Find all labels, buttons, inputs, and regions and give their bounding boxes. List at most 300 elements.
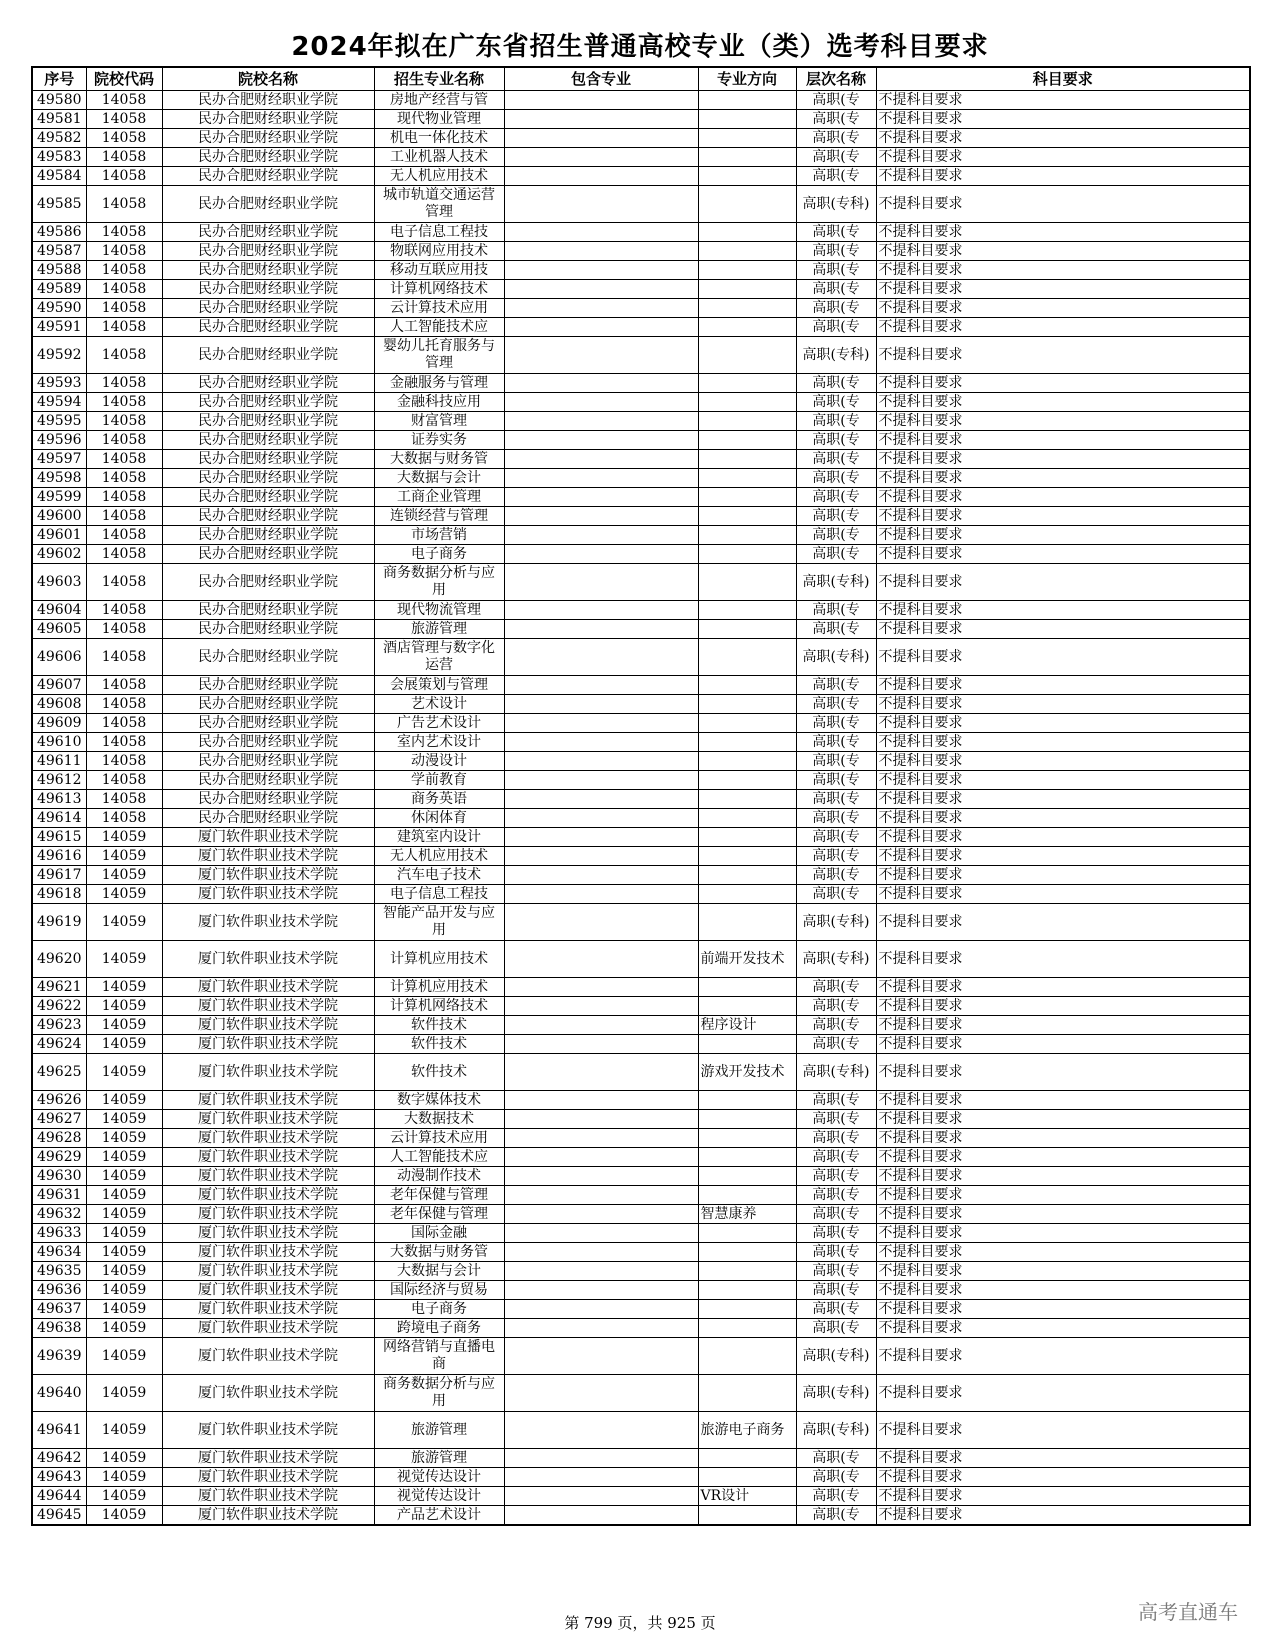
cell-major-name: 无人机应用技术	[374, 167, 504, 186]
cell-level: 高职(专	[796, 412, 876, 431]
cell-subject-requirement: 不提科目要求	[876, 280, 1250, 299]
cell-subject-requirement: 不提科目要求	[876, 1300, 1250, 1319]
cell-school-code: 14059	[86, 866, 162, 885]
cell-school-name: 民办合肥财经职业学院	[162, 280, 374, 299]
cell-level: 高职(专科)	[796, 1054, 876, 1091]
cell-included-majors	[504, 1224, 698, 1243]
cell-included-majors	[504, 885, 698, 904]
table-row	[32, 1167, 1250, 1186]
cell-major-name: 人工智能技术应	[374, 1148, 504, 1167]
cell-school-code: 14059	[86, 997, 162, 1016]
table-row	[32, 1319, 1250, 1338]
cell-included-majors	[504, 639, 698, 676]
cell-subject-requirement: 不提科目要求	[876, 752, 1250, 771]
cell-school-code: 14058	[86, 337, 162, 374]
cell-major-direction	[698, 431, 796, 450]
cell-major-direction	[698, 1449, 796, 1468]
cell-subject-requirement: 不提科目要求	[876, 1167, 1250, 1186]
cell-major-name: 旅游管理	[374, 620, 504, 639]
table-row	[32, 148, 1250, 167]
cell-major-name: 艺术设计	[374, 695, 504, 714]
cell-major-name: 电子商务	[374, 1300, 504, 1319]
cell-subject-requirement: 不提科目要求	[876, 148, 1250, 167]
cell-level: 高职(专	[796, 1319, 876, 1338]
cell-school-code: 14058	[86, 620, 162, 639]
cell-school-name: 民办合肥财经职业学院	[162, 488, 374, 507]
cell-included-majors	[504, 223, 698, 242]
cell-school-code: 14059	[86, 1016, 162, 1035]
cell-level: 高职(专	[796, 1035, 876, 1054]
cell-school-name: 厦门软件职业技术学院	[162, 1167, 374, 1186]
cell-major-direction	[698, 809, 796, 828]
cell-level: 高职(专	[796, 771, 876, 790]
cell-seq: 49615	[32, 828, 86, 847]
cell-included-majors	[504, 507, 698, 526]
table-row	[32, 412, 1250, 431]
cell-school-code: 14059	[86, 941, 162, 978]
table-row	[32, 261, 1250, 280]
cell-subject-requirement: 不提科目要求	[876, 1375, 1250, 1412]
table-row	[32, 733, 1250, 752]
cell-included-majors	[504, 110, 698, 129]
cell-seq: 49601	[32, 526, 86, 545]
cell-major-name: 动漫设计	[374, 752, 504, 771]
cell-level: 高职(专	[796, 978, 876, 997]
cell-major-direction	[698, 223, 796, 242]
cell-seq: 49591	[32, 318, 86, 337]
cell-seq: 49598	[32, 469, 86, 488]
cell-seq: 49600	[32, 507, 86, 526]
cell-seq: 49609	[32, 714, 86, 733]
cell-level: 高职(专	[796, 526, 876, 545]
cell-school-code: 14059	[86, 1338, 162, 1375]
cell-level: 高职(专	[796, 223, 876, 242]
cell-seq: 49641	[32, 1412, 86, 1449]
cell-level: 高职(专科)	[796, 904, 876, 941]
cell-included-majors	[504, 978, 698, 997]
cell-level: 高职(专	[796, 1129, 876, 1148]
cell-major-name: 财富管理	[374, 412, 504, 431]
cell-level: 高职(专科)	[796, 564, 876, 601]
table-row	[32, 1468, 1250, 1487]
cell-included-majors	[504, 752, 698, 771]
cell-seq: 49616	[32, 847, 86, 866]
cell-level: 高职(专科)	[796, 337, 876, 374]
cell-major-name: 建筑室内设计	[374, 828, 504, 847]
cell-level: 高职(专	[796, 299, 876, 318]
cell-school-code: 14058	[86, 450, 162, 469]
cell-major-direction	[698, 885, 796, 904]
cell-school-code: 14058	[86, 790, 162, 809]
table-row	[32, 1091, 1250, 1110]
table-row	[32, 223, 1250, 242]
cell-school-code: 14058	[86, 488, 162, 507]
cell-major-direction	[698, 733, 796, 752]
cell-major-direction	[698, 620, 796, 639]
cell-seq: 49583	[32, 148, 86, 167]
cell-school-name: 民办合肥财经职业学院	[162, 733, 374, 752]
cell-school-name: 民办合肥财经职业学院	[162, 771, 374, 790]
cell-school-name: 厦门软件职业技术学院	[162, 1412, 374, 1449]
header-major-name: 招生专业名称	[374, 67, 504, 91]
cell-included-majors	[504, 1262, 698, 1281]
cell-seq: 49618	[32, 885, 86, 904]
cell-major-name: 数字媒体技术	[374, 1091, 504, 1110]
cell-level: 高职(专科)	[796, 186, 876, 223]
cell-seq: 49589	[32, 280, 86, 299]
cell-subject-requirement: 不提科目要求	[876, 1487, 1250, 1506]
cell-seq: 49595	[32, 412, 86, 431]
table-row	[32, 904, 1250, 941]
cell-seq: 49592	[32, 337, 86, 374]
cell-major-name: 视觉传达设计	[374, 1487, 504, 1506]
cell-school-name: 厦门软件职业技术学院	[162, 1449, 374, 1468]
cell-included-majors	[504, 148, 698, 167]
table-header-row	[32, 67, 1250, 91]
cell-major-name: 物联网应用技术	[374, 242, 504, 261]
cell-school-name: 厦门软件职业技术学院	[162, 1054, 374, 1091]
cell-seq: 49637	[32, 1300, 86, 1319]
cell-seq: 49644	[32, 1487, 86, 1506]
cell-school-name: 厦门软件职业技术学院	[162, 1338, 374, 1375]
cell-level: 高职(专	[796, 469, 876, 488]
cell-school-name: 厦门软件职业技术学院	[162, 885, 374, 904]
table-row	[32, 564, 1250, 601]
cell-level: 高职(专	[796, 545, 876, 564]
cell-major-direction	[698, 91, 796, 110]
cell-seq: 49602	[32, 545, 86, 564]
table-row	[32, 601, 1250, 620]
cell-school-name: 厦门软件职业技术学院	[162, 1148, 374, 1167]
header-seq: 序号	[32, 67, 86, 91]
cell-subject-requirement: 不提科目要求	[876, 545, 1250, 564]
cell-major-direction	[698, 374, 796, 393]
cell-major-name: 软件技术	[374, 1035, 504, 1054]
cell-school-name: 民办合肥财经职业学院	[162, 564, 374, 601]
cell-school-code: 14058	[86, 148, 162, 167]
cell-subject-requirement: 不提科目要求	[876, 639, 1250, 676]
cell-level: 高职(专科)	[796, 1338, 876, 1375]
cell-school-name: 厦门软件职业技术学院	[162, 866, 374, 885]
cell-school-code: 14058	[86, 412, 162, 431]
cell-major-name: 大数据技术	[374, 1110, 504, 1129]
cell-subject-requirement: 不提科目要求	[876, 337, 1250, 374]
cell-major-name: 学前教育	[374, 771, 504, 790]
cell-school-name: 民办合肥财经职业学院	[162, 450, 374, 469]
table-row	[32, 318, 1250, 337]
cell-included-majors	[504, 318, 698, 337]
table-row	[32, 620, 1250, 639]
cell-school-name: 民办合肥财经职业学院	[162, 223, 374, 242]
cell-seq: 49614	[32, 809, 86, 828]
cell-included-majors	[504, 242, 698, 261]
table-row	[32, 545, 1250, 564]
cell-subject-requirement: 不提科目要求	[876, 866, 1250, 885]
cell-major-name: 汽车电子技术	[374, 866, 504, 885]
cell-seq: 49625	[32, 1054, 86, 1091]
cell-school-code: 14059	[86, 1262, 162, 1281]
cell-level: 高职(专	[796, 1110, 876, 1129]
cell-level: 高职(专	[796, 885, 876, 904]
cell-seq: 49645	[32, 1506, 86, 1526]
cell-seq: 49617	[32, 866, 86, 885]
cell-major-name: 旅游管理	[374, 1412, 504, 1449]
cell-major-name: 商务英语	[374, 790, 504, 809]
cell-included-majors	[504, 1319, 698, 1338]
cell-included-majors	[504, 847, 698, 866]
cell-included-majors	[504, 412, 698, 431]
cell-major-name: 软件技术	[374, 1016, 504, 1035]
cell-subject-requirement: 不提科目要求	[876, 129, 1250, 148]
requirements-table	[31, 66, 1251, 1526]
cell-school-name: 厦门软件职业技术学院	[162, 978, 374, 997]
page-title: 2024年拟在广东省招生普通高校专业（类）选考科目要求	[291, 32, 989, 62]
cell-major-name: 室内艺术设计	[374, 733, 504, 752]
cell-level: 高职(专	[796, 997, 876, 1016]
table-row	[32, 1338, 1250, 1375]
cell-subject-requirement: 不提科目要求	[876, 904, 1250, 941]
cell-school-name: 厦门软件职业技术学院	[162, 941, 374, 978]
cell-included-majors	[504, 1091, 698, 1110]
cell-level: 高职(专	[796, 91, 876, 110]
cell-school-name: 厦门软件职业技术学院	[162, 847, 374, 866]
cell-included-majors	[504, 1487, 698, 1506]
cell-major-direction	[698, 393, 796, 412]
cell-seq: 49605	[32, 620, 86, 639]
cell-major-name: 大数据与财务管	[374, 450, 504, 469]
cell-seq: 49626	[32, 1091, 86, 1110]
cell-major-direction	[698, 545, 796, 564]
cell-included-majors	[504, 1205, 698, 1224]
cell-major-name: 商务数据分析与应用	[374, 1375, 504, 1412]
cell-school-code: 14059	[86, 1167, 162, 1186]
table-row	[32, 374, 1250, 393]
cell-school-name: 厦门软件职业技术学院	[162, 1375, 374, 1412]
table-row	[32, 1300, 1250, 1319]
cell-subject-requirement: 不提科目要求	[876, 1449, 1250, 1468]
cell-major-direction	[698, 318, 796, 337]
cell-major-direction	[698, 1167, 796, 1186]
cell-subject-requirement: 不提科目要求	[876, 1243, 1250, 1262]
watermark-text: 高考直通车	[1138, 1600, 1238, 1624]
table-row	[32, 280, 1250, 299]
cell-included-majors	[504, 1148, 698, 1167]
cell-major-direction	[698, 186, 796, 223]
cell-level: 高职(专	[796, 1224, 876, 1243]
cell-subject-requirement: 不提科目要求	[876, 261, 1250, 280]
cell-seq: 49631	[32, 1186, 86, 1205]
cell-school-name: 民办合肥财经职业学院	[162, 507, 374, 526]
cell-major-direction	[698, 695, 796, 714]
cell-major-name: 智能产品开发与应用	[374, 904, 504, 941]
cell-subject-requirement: 不提科目要求	[876, 620, 1250, 639]
cell-seq: 49581	[32, 110, 86, 129]
cell-school-name: 民办合肥财经职业学院	[162, 299, 374, 318]
cell-included-majors	[504, 393, 698, 412]
cell-major-direction	[698, 1110, 796, 1129]
cell-level: 高职(专	[796, 809, 876, 828]
cell-school-name: 民办合肥财经职业学院	[162, 526, 374, 545]
table-row	[32, 1035, 1250, 1054]
cell-school-name: 厦门软件职业技术学院	[162, 828, 374, 847]
cell-subject-requirement: 不提科目要求	[876, 186, 1250, 223]
cell-major-direction	[698, 469, 796, 488]
cell-school-name: 厦门软件职业技术学院	[162, 1262, 374, 1281]
cell-seq: 49623	[32, 1016, 86, 1035]
cell-subject-requirement: 不提科目要求	[876, 1129, 1250, 1148]
cell-school-name: 厦门软件职业技术学院	[162, 1110, 374, 1129]
cell-seq: 49633	[32, 1224, 86, 1243]
cell-major-name: 证券实务	[374, 431, 504, 450]
cell-included-majors	[504, 1129, 698, 1148]
cell-major-direction	[698, 1224, 796, 1243]
cell-school-name: 厦门软件职业技术学院	[162, 1243, 374, 1262]
table-row	[32, 752, 1250, 771]
cell-level: 高职(专	[796, 676, 876, 695]
cell-major-name: 动漫制作技术	[374, 1167, 504, 1186]
page-number: 第 799 页，共 925 页	[564, 1614, 716, 1632]
cell-seq: 49585	[32, 186, 86, 223]
cell-included-majors	[504, 450, 698, 469]
cell-seq: 49629	[32, 1148, 86, 1167]
cell-major-name: 云计算技术应用	[374, 299, 504, 318]
cell-included-majors	[504, 299, 698, 318]
header-included-majors: 包含专业	[504, 67, 698, 91]
cell-school-name: 民办合肥财经职业学院	[162, 714, 374, 733]
cell-school-name: 民办合肥财经职业学院	[162, 412, 374, 431]
cell-level: 高职(专	[796, 318, 876, 337]
cell-included-majors	[504, 1412, 698, 1449]
cell-seq: 49636	[32, 1281, 86, 1300]
cell-school-code: 14059	[86, 1091, 162, 1110]
cell-major-direction: 智慧康养	[698, 1205, 796, 1224]
cell-included-majors	[504, 1281, 698, 1300]
cell-included-majors	[504, 1016, 698, 1035]
table-row	[32, 1110, 1250, 1129]
table-row	[32, 695, 1250, 714]
cell-school-name: 民办合肥财经职业学院	[162, 186, 374, 223]
cell-major-name: 现代物业管理	[374, 110, 504, 129]
cell-major-name: 机电一体化技术	[374, 129, 504, 148]
table-row	[32, 507, 1250, 526]
cell-major-name: 旅游管理	[374, 1449, 504, 1468]
cell-level: 高职(专	[796, 374, 876, 393]
cell-school-name: 厦门软件职业技术学院	[162, 1016, 374, 1035]
cell-major-name: 计算机网络技术	[374, 280, 504, 299]
cell-seq: 49588	[32, 261, 86, 280]
cell-subject-requirement: 不提科目要求	[876, 601, 1250, 620]
cell-major-name: 人工智能技术应	[374, 318, 504, 337]
cell-subject-requirement: 不提科目要求	[876, 1224, 1250, 1243]
table-row	[32, 488, 1250, 507]
cell-major-name: 国际经济与贸易	[374, 1281, 504, 1300]
cell-major-direction: 游戏开发技术	[698, 1054, 796, 1091]
cell-level: 高职(专	[796, 620, 876, 639]
cell-school-name: 厦门软件职业技术学院	[162, 1091, 374, 1110]
cell-included-majors	[504, 809, 698, 828]
cell-level: 高职(专	[796, 790, 876, 809]
cell-subject-requirement: 不提科目要求	[876, 1016, 1250, 1035]
cell-school-code: 14058	[86, 91, 162, 110]
cell-subject-requirement: 不提科目要求	[876, 828, 1250, 847]
cell-major-name: 大数据与会计	[374, 1262, 504, 1281]
cell-school-code: 14059	[86, 847, 162, 866]
cell-included-majors	[504, 1186, 698, 1205]
cell-major-direction	[698, 507, 796, 526]
cell-major-name: 会展策划与管理	[374, 676, 504, 695]
cell-subject-requirement: 不提科目要求	[876, 412, 1250, 431]
cell-major-direction	[698, 997, 796, 1016]
cell-seq: 49594	[32, 393, 86, 412]
cell-major-name: 电子商务	[374, 545, 504, 564]
cell-major-direction	[698, 847, 796, 866]
cell-level: 高职(专	[796, 1243, 876, 1262]
cell-major-direction	[698, 1281, 796, 1300]
cell-school-code: 14058	[86, 809, 162, 828]
cell-major-direction	[698, 261, 796, 280]
cell-school-code: 14059	[86, 904, 162, 941]
cell-included-majors	[504, 1054, 698, 1091]
cell-included-majors	[504, 488, 698, 507]
cell-subject-requirement: 不提科目要求	[876, 469, 1250, 488]
cell-school-name: 厦门软件职业技术学院	[162, 1186, 374, 1205]
cell-subject-requirement: 不提科目要求	[876, 167, 1250, 186]
cell-included-majors	[504, 280, 698, 299]
cell-school-code: 14058	[86, 167, 162, 186]
table-row	[32, 450, 1250, 469]
cell-included-majors	[504, 469, 698, 488]
table-row	[32, 1262, 1250, 1281]
cell-seq: 49630	[32, 1167, 86, 1186]
cell-major-direction	[698, 450, 796, 469]
cell-school-code: 14058	[86, 280, 162, 299]
cell-level: 高职(专科)	[796, 941, 876, 978]
cell-school-name: 厦门软件职业技术学院	[162, 1319, 374, 1338]
cell-subject-requirement: 不提科目要求	[876, 847, 1250, 866]
cell-subject-requirement: 不提科目要求	[876, 885, 1250, 904]
table-row	[32, 978, 1250, 997]
cell-major-direction: VR设计	[698, 1487, 796, 1506]
cell-major-name: 计算机应用技术	[374, 978, 504, 997]
cell-included-majors	[504, 866, 698, 885]
cell-included-majors	[504, 526, 698, 545]
table-row	[32, 828, 1250, 847]
cell-seq: 49628	[32, 1129, 86, 1148]
cell-subject-requirement: 不提科目要求	[876, 450, 1250, 469]
cell-school-code: 14059	[86, 828, 162, 847]
cell-school-name: 民办合肥财经职业学院	[162, 620, 374, 639]
cell-seq: 49584	[32, 167, 86, 186]
cell-seq: 49580	[32, 91, 86, 110]
cell-major-direction	[698, 564, 796, 601]
cell-subject-requirement: 不提科目要求	[876, 771, 1250, 790]
cell-major-name: 电子信息工程技	[374, 885, 504, 904]
cell-school-code: 14058	[86, 733, 162, 752]
cell-school-code: 14059	[86, 1224, 162, 1243]
cell-school-code: 14059	[86, 978, 162, 997]
cell-level: 高职(专	[796, 431, 876, 450]
cell-major-name: 休闲体育	[374, 809, 504, 828]
cell-seq: 49622	[32, 997, 86, 1016]
cell-included-majors	[504, 1468, 698, 1487]
table-row	[32, 1243, 1250, 1262]
cell-level: 高职(专	[796, 1487, 876, 1506]
cell-school-code: 14058	[86, 676, 162, 695]
cell-major-direction	[698, 526, 796, 545]
table-row	[32, 1224, 1250, 1243]
cell-school-name: 民办合肥财经职业学院	[162, 469, 374, 488]
cell-subject-requirement: 不提科目要求	[876, 488, 1250, 507]
